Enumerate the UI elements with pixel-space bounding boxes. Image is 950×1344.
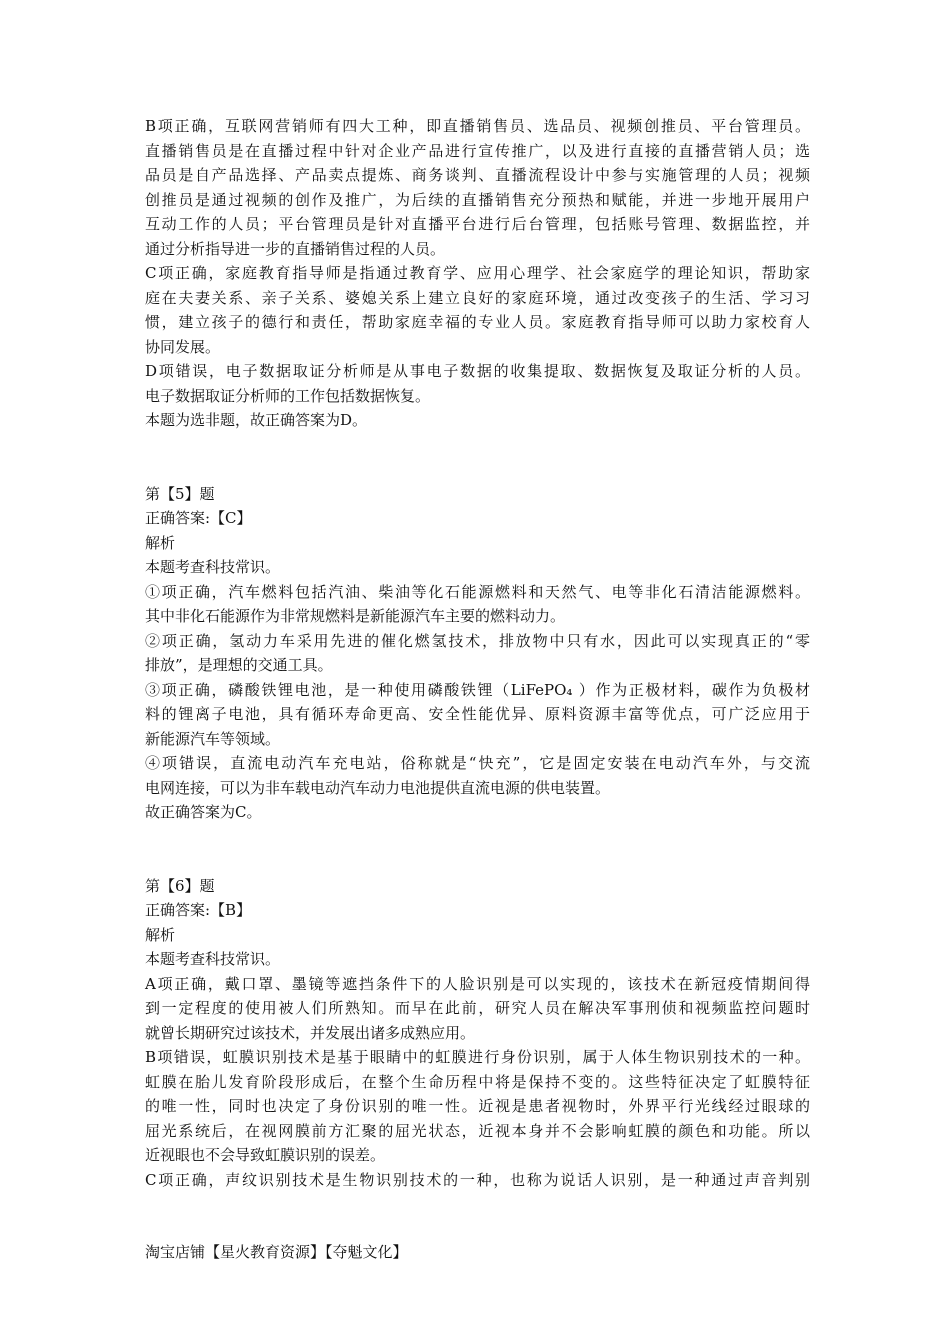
correct-answer: 正确答案:【C】 bbox=[145, 509, 252, 527]
text-line: C项正确，家庭教育指导师是指通过教育学、应用心理学、社会家庭学的理论知识，帮助家 bbox=[145, 264, 810, 282]
conclusion-q4: 本题为选非题，故正确答案为D。 bbox=[145, 411, 368, 429]
paragraph-item-1 bbox=[145, 580, 810, 629]
paragraph-option-b bbox=[145, 1045, 810, 1168]
analysis-label: 解析 bbox=[145, 533, 176, 552]
correct-answer: 正确答案:【B】 bbox=[145, 901, 252, 919]
text-line: ②项正确，氢动力车采用先进的催化燃氢技术，排放物中只有水，因此可以实现真正的“零 bbox=[145, 631, 810, 650]
text-line: C项正确，声纹识别技术是生物识别技术的一种，也称为说话人识别，是一种通过声音判别 bbox=[145, 1170, 810, 1189]
text-line: 的唯一性，同时也决定了身份识别的唯一性。近视是患者视物时，外界平行光线经过眼球的 bbox=[145, 1097, 810, 1115]
text-line: ③项正确，磷酸铁锂电池，是一种使用磷酸铁锂（LiFePO₄ ）作为正极材料，碳作为负极材 bbox=[145, 680, 810, 699]
text-line: 互动工作的人员；平台管理员是针对直播平台进行后台管理，包括账号管理、数据监控，并 bbox=[145, 215, 810, 233]
text-line: A项正确，戴口罩、墨镜等遮挡条件下的人脸识别是可以实现的，该技术在新冠疫情期间得 bbox=[145, 974, 810, 993]
question-6 bbox=[145, 874, 810, 1193]
text-line: 虹膜在胎儿发育阶段形成后，在整个生命历程中将是保持不变的。这些特征决定了虹膜特征 bbox=[145, 1072, 810, 1091]
section-gap bbox=[145, 825, 810, 874]
section-gap bbox=[145, 433, 810, 482]
text-line: 协同发展。 bbox=[145, 337, 221, 356]
text-line: 料的锂离子电池，具有循环寿命更高、安全性能优异、原料资源丰富等优点，可广泛应用于 bbox=[145, 705, 810, 723]
text-line: 惯，建立孩子的德行和责任，帮助家庭幸福的专业人员。家庭教育指导师可以助力家校育人 bbox=[145, 313, 810, 331]
paragraph-item-3 bbox=[145, 678, 810, 752]
question-title: 第【5】题 bbox=[145, 484, 215, 503]
text-line: 品员是自产品选择、产品卖点提炼、商务谈判、直播流程设计中参与实施管理的人员；视频 bbox=[145, 166, 810, 184]
text-line: 庭在夫妻关系、亲子关系、婆媳关系上建立良好的家庭环境，通过改变孩子的生活、学习习 bbox=[145, 288, 810, 307]
paragraph-option-c bbox=[145, 1168, 810, 1193]
topic-line: 本题考查科技常识。 bbox=[145, 950, 281, 968]
text-line: 创推员是通过视频的创作及推广，为后续的直播销售充分预热和赋能，并进一步地开展用户 bbox=[145, 190, 810, 209]
text-line: B项正确，互联网营销师有四大工种，即直播销售员、选品员、视频创推员、平台管理员。 bbox=[145, 117, 810, 135]
text-line: 电子数据取证分析师的工作包括数据恢复。 bbox=[145, 386, 431, 405]
paragraph-option-a bbox=[145, 972, 810, 1046]
text-line: 新能源汽车等领域。 bbox=[145, 729, 281, 748]
text-line: 其中非化石能源作为非常规燃料是新能源汽车主要的燃料动力。 bbox=[145, 607, 566, 625]
text-line: 排放”，是理想的交通工具。 bbox=[145, 656, 333, 674]
text-line: 到一定程度的使用被人们所熟知。而早在此前，研究人员在解决军事刑侦和视频监控问题时 bbox=[145, 999, 810, 1017]
document-body bbox=[145, 114, 810, 1192]
paragraph-option-d bbox=[145, 359, 810, 408]
text-line: 电网连接，可以为非车载电动汽车动力电池提供直流电源的供电装置。 bbox=[145, 778, 611, 797]
text-line: ①项正确，汽车燃料包括汽油、柴油等化石能源燃料和天然气、电等非化石清洁能源燃料。 bbox=[145, 582, 810, 601]
topic-line: 本题考查科技常识。 bbox=[145, 558, 281, 576]
conclusion-q5: 故正确答案为C。 bbox=[145, 803, 262, 821]
text-line: 屈光系统后，在视网膜前方汇聚的屈光状态，近视本身并不会影响虹膜的颜色和功能。所以 bbox=[145, 1121, 810, 1140]
paragraph-option-c bbox=[145, 261, 810, 359]
text-line: 就曾长期研究过该技术，并发展出诸多成熟应用。 bbox=[145, 1023, 476, 1042]
text-line: 近视眼也不会导致虹膜识别的误差。 bbox=[145, 1146, 386, 1164]
text-line: B项错误，虹膜识别技术是基于眼睛中的虹膜进行身份识别，属于人体生物识别技术的一种。 bbox=[145, 1048, 810, 1066]
question-5 bbox=[145, 482, 810, 825]
text-line: ④项错误，直流电动汽车充电站，俗称就是“快充”，它是固定安装在电动汽车外，与交流 bbox=[145, 754, 810, 772]
paragraph-item-4 bbox=[145, 751, 810, 800]
text-line: 直播销售员是在直播过程中针对企业产品进行宣传推广，以及进行直接的直播营销人员；选 bbox=[145, 141, 810, 160]
analysis-label: 解析 bbox=[145, 925, 176, 944]
paragraph-option-b bbox=[145, 114, 810, 261]
footer-shop-note: 淘宝店铺【星火教育资源】【夺魁文化】 bbox=[145, 1243, 408, 1261]
text-line: D项错误，电子数据取证分析师是从事电子数据的收集提取、数据恢复及取证分析的人员。 bbox=[145, 362, 810, 380]
text-line: 通过分析指导进一步的直播销售过程的人员。 bbox=[145, 239, 446, 258]
question-title: 第【6】题 bbox=[145, 876, 215, 895]
paragraph-item-2 bbox=[145, 629, 810, 678]
